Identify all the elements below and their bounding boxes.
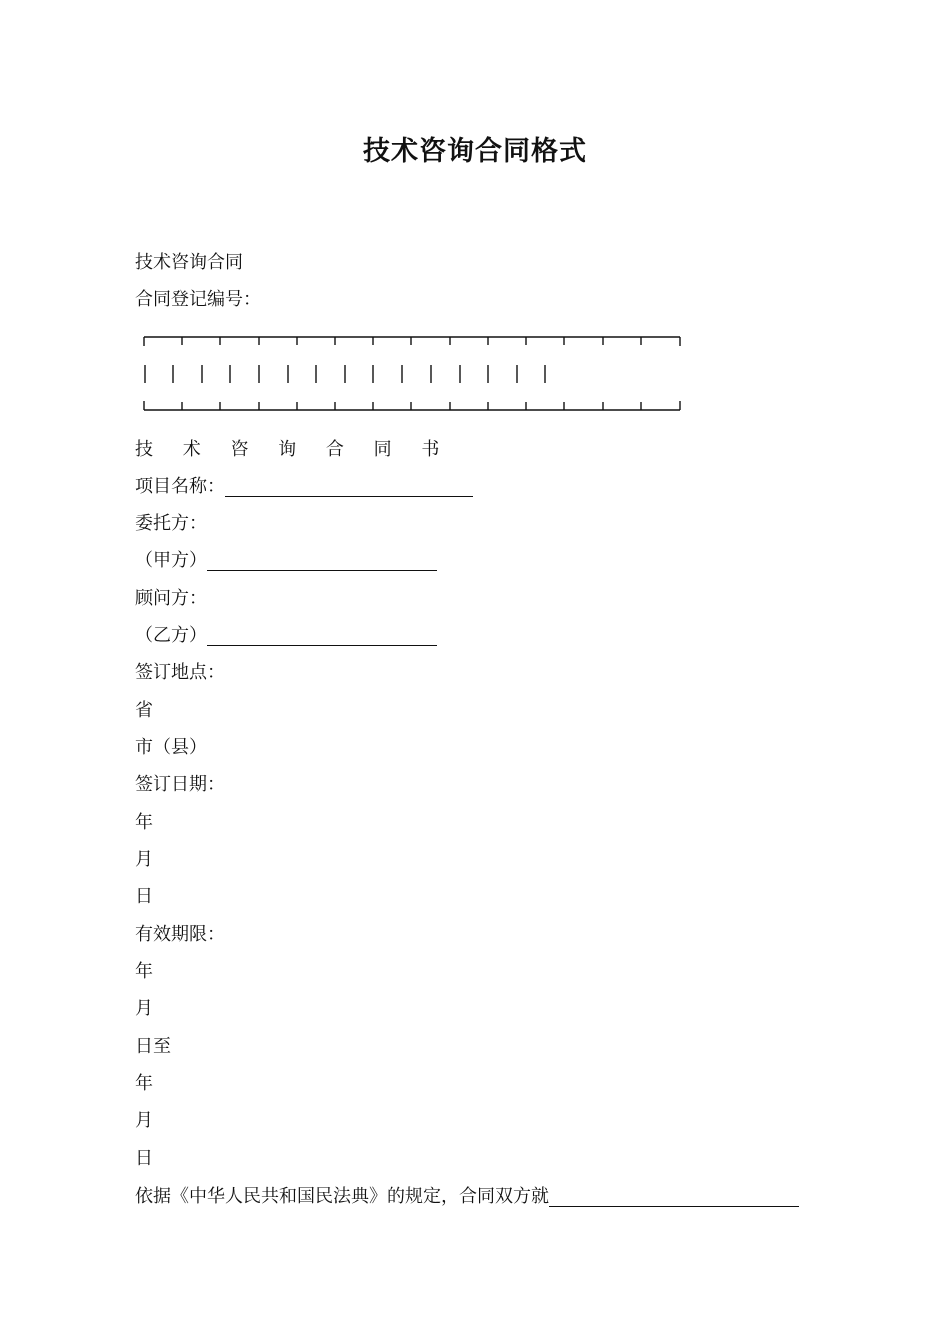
party-a-row (135, 549, 437, 573)
client-label: 委托方： (135, 513, 207, 534)
city-county-label: 市（县） (135, 737, 207, 758)
validity-end-year-label: 年 (135, 1073, 153, 1094)
signing-date-label: 签订日期： (135, 774, 225, 795)
basis-row (135, 1185, 799, 1209)
basis-text: 依据《中华人民共和国民法典》的规定，合同双方就 (135, 1186, 549, 1207)
signing-month-label: 月 (135, 849, 153, 870)
validity-end-day-label: 日 (135, 1148, 153, 1169)
validity-end-month-label: 月 (135, 1110, 153, 1131)
validity-start-year-label: 年 (135, 961, 153, 982)
project-name-field[interactable] (225, 477, 473, 497)
registration-number-label: 合同登记编号： (135, 289, 261, 310)
validity-label: 有效期限： (135, 924, 225, 945)
province-label: 省 (135, 700, 153, 721)
registration-grid-drawing (142, 334, 687, 416)
party-a-label: （甲方） (135, 550, 207, 571)
signing-day-label: 日 (135, 886, 153, 907)
signing-year-label: 年 (135, 812, 153, 833)
project-name-label: 项目名称： (135, 476, 225, 497)
party-b-field[interactable] (207, 626, 437, 646)
validity-start-day-to-label: 日至 (135, 1036, 171, 1057)
registration-number-grid (142, 334, 687, 416)
party-b-row (135, 624, 437, 648)
party-a-field[interactable] (207, 551, 437, 571)
signing-place-label: 签订地点： (135, 662, 225, 683)
project-name-row (135, 475, 473, 499)
document-title: 技术咨询合同格式 (363, 136, 587, 167)
basis-subject-field[interactable] (549, 1187, 799, 1207)
contract-heading: 技术咨询合同 (135, 252, 243, 273)
validity-start-month-label: 月 (135, 998, 153, 1019)
contract-book-title: 技 术 咨 询 合 同 书 (135, 439, 452, 460)
consultant-label: 顾问方： (135, 588, 207, 609)
party-b-label: （乙方） (135, 625, 207, 646)
